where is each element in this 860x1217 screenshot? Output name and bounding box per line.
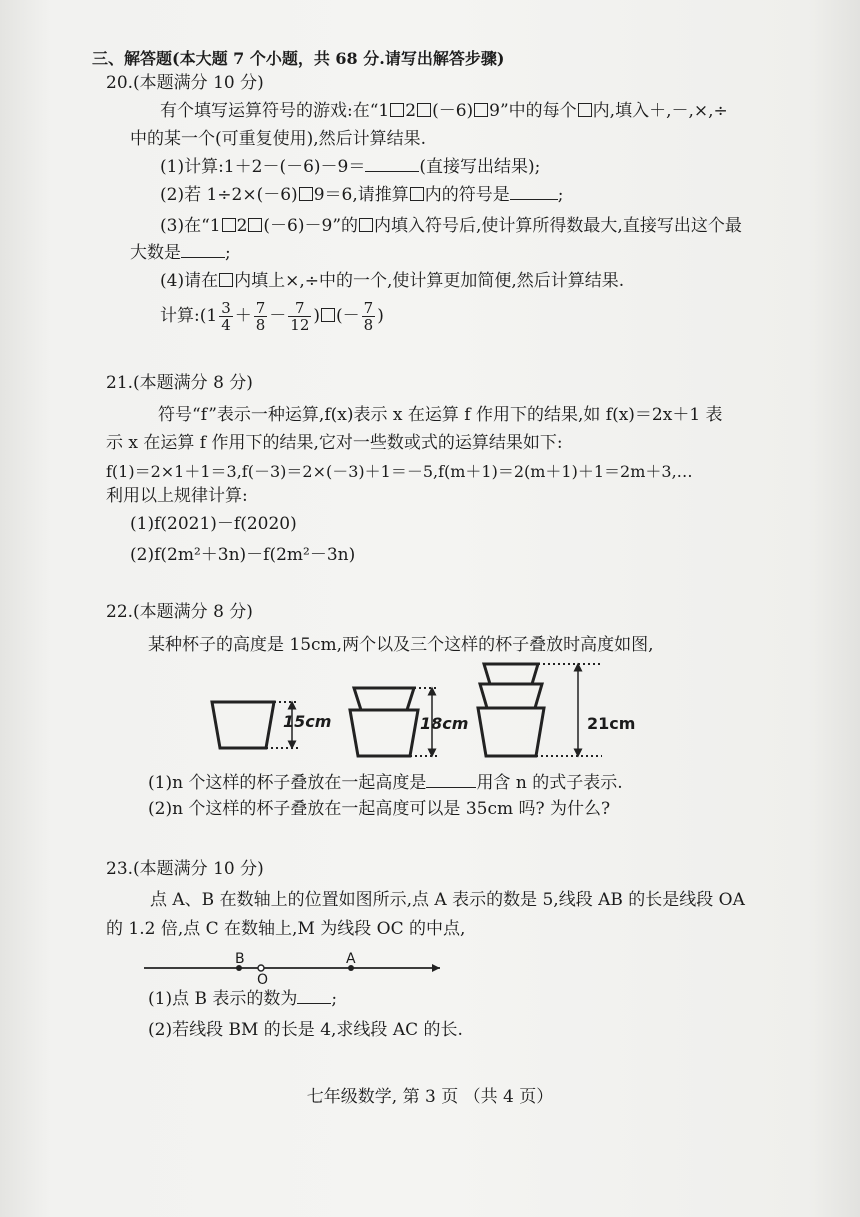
operator-box [390, 103, 404, 117]
q22-part2: (2)n 个这样的杯子叠放在一起高度可以是 35cm 吗? 为什么? [148, 799, 611, 819]
q21-line1: 符号“f”表示一种运算,f(x)表示 x 在运算 f 作用下的结果,如 f(x)＝2x＋1 表 [158, 405, 723, 425]
fraction: $\frac{7}{8}$ [255, 299, 266, 334]
cup-height-label-3: 21cm [587, 714, 636, 733]
q20-intro-line2: 中的某一个(可重复使用),然后计算结果. [130, 129, 427, 149]
q23-line1: 点 A、B 在数轴上的位置如图所示,点 A 表示的数是 5,线段 AB 的长是线段 OA [150, 890, 745, 910]
answer-blank [181, 243, 225, 258]
operator-box [222, 218, 236, 232]
q23-line2: 的 1.2 倍,点 C 在数轴上,M 为线段 OC 的中点, [106, 919, 466, 939]
q20-header: 20.(本题满分 10 分) [106, 73, 264, 93]
operator-box [219, 273, 233, 287]
operator-box [359, 218, 373, 232]
q21-line4: 利用以上规律计算: [106, 486, 248, 506]
q20-part2: (2)若 1÷2×(－6) 9＝6,请推算 内的符号是 ; [160, 185, 564, 205]
q23-header: 23.(本题满分 10 分) [106, 859, 264, 879]
q20-part1: (1)计算:1＋2－(－6)－9＝ (直接写出结果); [160, 157, 541, 177]
q20-part3: (3)在“1 2 (－6)－9”的 内填入符号后,使计算所得数最大,直接写出这个最 [160, 216, 742, 236]
q23-part2: (2)若线段 BM 的长是 4,求线段 AC 的长. [148, 1020, 463, 1040]
operator-box [578, 103, 592, 117]
operator-box [248, 218, 262, 232]
q22-part1: (1)n 个这样的杯子叠放在一起高度是 用含 n 的式子表示. [148, 773, 623, 793]
q20-part4: (4)请在 内填上×,÷中的一个,使计算更加简便,然后计算结果. [160, 271, 625, 291]
q21-part2: (2)f(2m²＋3n)－f(2m²－3n) [130, 545, 356, 565]
fraction: $\frac{7}{12}$ [290, 299, 310, 334]
three-stacked-cups [478, 664, 602, 756]
operator-box [410, 187, 424, 201]
operator-box [321, 308, 335, 322]
operator-box [299, 187, 313, 201]
answer-blank [297, 989, 331, 1004]
q21-line2: 示 x 在运算 f 作用下的结果,它对一些数或式的运算结果如下: [106, 433, 563, 453]
number-line-label-a: A [346, 951, 356, 967]
answer-blank [510, 185, 558, 200]
cup-height-label-1: 15cm [283, 712, 332, 731]
operator-box [474, 103, 488, 117]
cup-height-label-2: 18cm [420, 714, 469, 733]
section-title: 三、解答题(本大题 7 个小题，共 68 分.请写出解答步骤) [92, 49, 505, 68]
number-line [140, 944, 450, 978]
q21-line3: f(1)＝2×1＋1＝3,f(－3)＝2×(－3)＋1＝－5,f(m＋1)＝2(m＋1)＋1＝2m＋3,… [106, 462, 693, 481]
q22-header: 22.(本题满分 8 分) [106, 602, 253, 622]
number-line-label-o: O [257, 972, 269, 988]
answer-blank [426, 773, 476, 788]
fraction: $\frac{7}{8}$ [363, 299, 374, 334]
q20-calculation: 计算:(1 $\frac{3}{4}$ ＋ $\frac{7}{8}$ － $\frac{7}{12}$ ) (－ $\frac{7}{8}$ ) [160, 299, 384, 334]
q21-header: 21.(本题满分 8 分) [106, 373, 253, 393]
page-footer: 七年级数学, 第 3 页 （共 4 页） [306, 1087, 554, 1107]
q23-part1: (1)点 B 表示的数为 ; [148, 989, 338, 1009]
q20-intro-line1: 有个填写运算符号的游戏:在“1 2 (－6) 9”中的每个 内,填入＋,－,×,÷ [160, 101, 728, 121]
q21-part1: (1)f(2021)－f(2020) [130, 514, 297, 534]
answer-blank [365, 157, 419, 172]
operator-box [417, 103, 431, 117]
q20-part3-cont: 大数是 ; [130, 243, 231, 263]
number-line-label-b: B [235, 951, 245, 967]
fraction: $\frac{3}{4}$ [221, 299, 231, 334]
q22-intro: 某种杯子的高度是 15cm,两个以及三个这样的杯子叠放时高度如图, [148, 635, 654, 655]
